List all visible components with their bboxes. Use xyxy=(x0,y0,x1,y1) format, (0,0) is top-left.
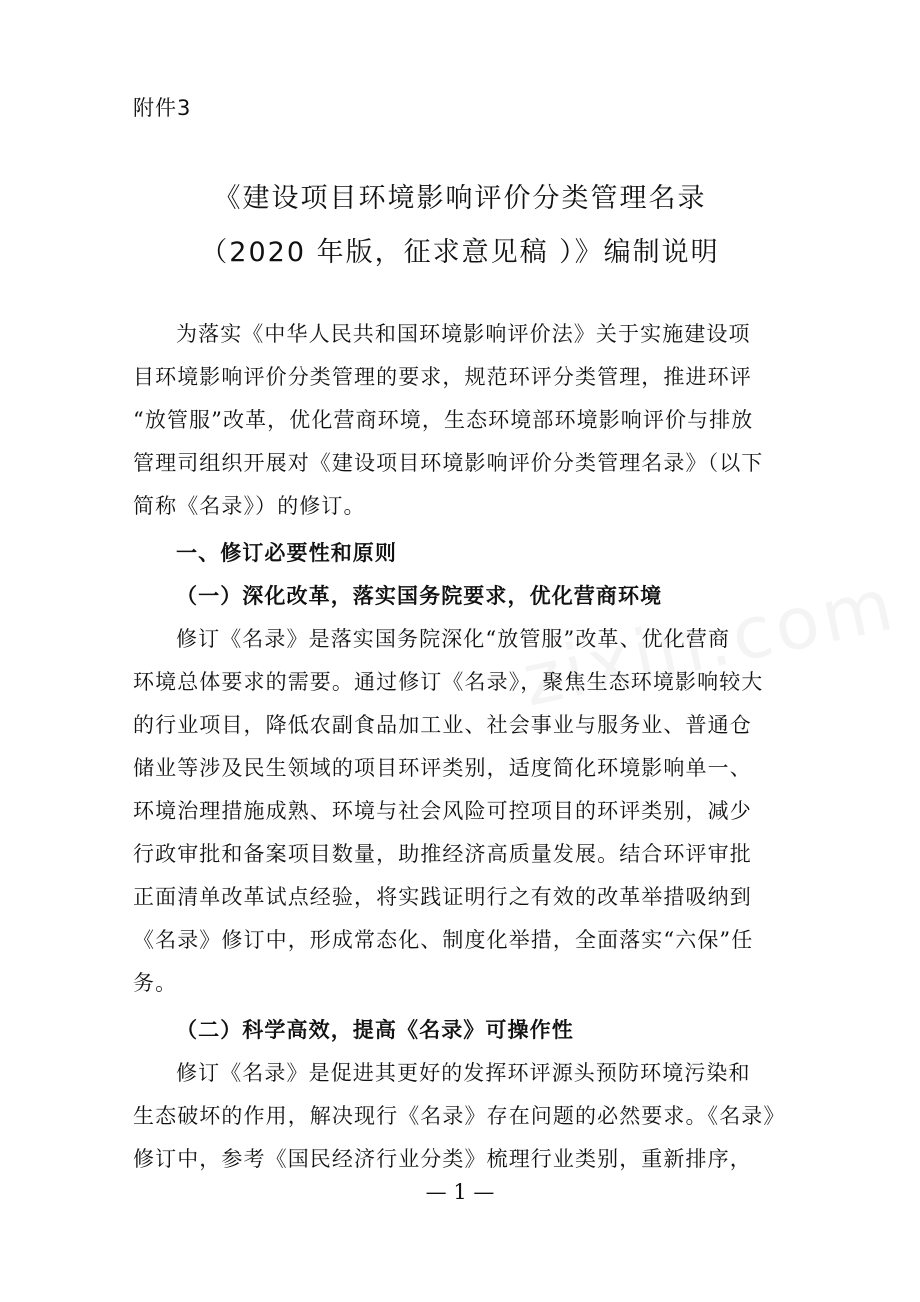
paragraph-line: 行政审批和备案项目数量，助推经济高质量发展。结合环评审批 xyxy=(133,842,752,866)
subsection-heading: （二）科学高效，提高《名录》可操作性 xyxy=(176,1018,574,1042)
paragraph-line: 管理司组织开展对《建设项目环境影响评价分类管理名录》（以下 xyxy=(133,451,764,475)
section-heading: 一、修订必要性和原则 xyxy=(176,541,397,565)
paragraph-line: 储业等涉及民生领域的项目环评类别，适度简化环境影响单一、 xyxy=(133,756,752,780)
paragraph-line: 《名录》修订中，形成常态化、制度化举措，全面落实“六保”任 xyxy=(133,928,754,952)
subsection-heading: （一）深化改革，落实国务院要求，优化营商环境 xyxy=(176,584,663,608)
paragraph-line: 生态破坏的作用，解决现行《名录》存在问题的必然要求。《名录》 xyxy=(133,1104,786,1128)
paragraph-line: 为落实《中华人民共和国环境影响评价法》关于实施建设项 xyxy=(176,322,751,346)
paragraph-line: 目环境影响评价分类管理的要求，规范环评分类管理，推进环评 xyxy=(133,365,752,389)
paragraph-line: 修订《名录》是促进其更好的发挥环评源头预防环境污染和 xyxy=(176,1061,751,1085)
paragraph-line: 务。 xyxy=(133,971,178,995)
document-title-line-2: （2020 年版，征求意见稿 ）》编制说明 xyxy=(200,237,720,268)
document-title-line-1: 《建设项目环境影响评价分类管理名录 xyxy=(213,183,707,214)
paragraph-line: 环境总体要求的需要。通过修订《名录》，聚焦生态环境影响较大 xyxy=(133,670,764,694)
paragraph-line: 正面清单改革试点经验，将实践证明行之有效的改革举措吸纳到 xyxy=(133,885,752,909)
page-number: — 1 — xyxy=(425,1180,495,1204)
paragraph-line: 修订中，参考《国民经济行业分类》梳理行业类别，重新排序， xyxy=(133,1147,752,1171)
paragraph-line: 修订《名录》是落实国务院深化“放管服”改革、优化营商 xyxy=(176,627,731,651)
paragraph-line: 简称《名录》）的修订。 xyxy=(133,494,366,518)
attachment-label: 附件3 xyxy=(133,96,192,120)
paragraph-line: “放管服”改革，优化营商环境，生态环境部环境影响评价与排放 xyxy=(133,408,754,432)
paragraph-line: 的行业项目，降低农副食品加工业、社会事业与服务业、普通仓 xyxy=(133,713,752,737)
paragraph-line: 环境治理措施成熟、环境与社会风险可控项目的环评类别，减少 xyxy=(133,799,752,823)
